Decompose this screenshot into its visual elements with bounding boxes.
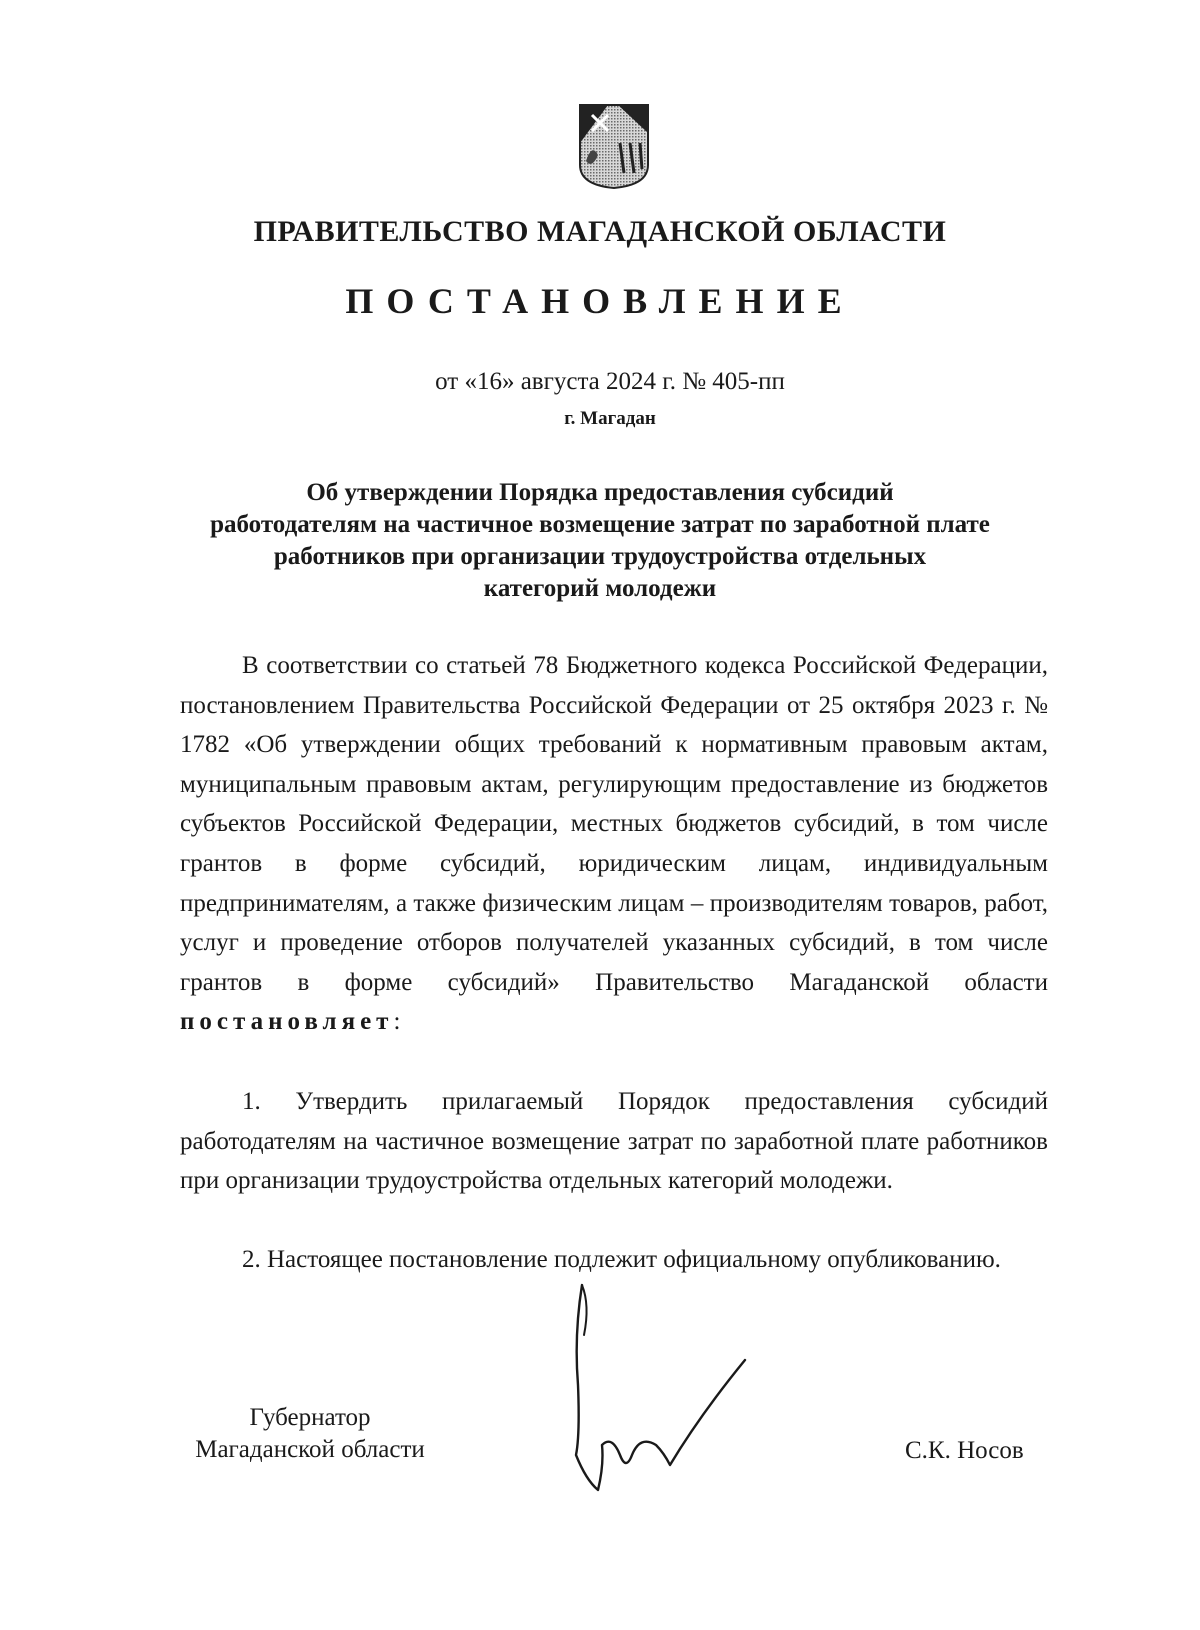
coat-of-arms-icon [578, 103, 650, 189]
item-2-paragraph: 2. Настоящее постановление подлежит официальному опубликованию. [242, 1246, 1001, 1273]
resolves-word: постановляет [180, 1008, 394, 1036]
document-subject [160, 477, 1040, 605]
document-type-title: ПОСТАНОВЛЕНИЕ [345, 281, 855, 321]
subject-line: Об утверждении Порядка предоставления субсидий [306, 479, 894, 506]
signer-position-line: Магаданской области [195, 1436, 425, 1463]
subject-line: работодателям на частичное возмещение затрат по заработной плате [210, 511, 990, 538]
document-date-number: от «16» августа 2024 г. № 405-пп [435, 368, 785, 395]
document-city: г. Магадан [564, 408, 656, 429]
signer-position-line: Губернатор [249, 1404, 371, 1431]
subject-line: работников при организации трудоустройства отдельных [273, 543, 927, 570]
resolves-colon: : [393, 1008, 401, 1036]
subject-line: категорий молодежи [483, 575, 717, 602]
signer-name: С.К. Носов [905, 1437, 1024, 1464]
handwritten-signature-icon [560, 1275, 760, 1505]
organization-title: ПРАВИТЕЛЬСТВО МАГАДАНСКОЙ ОБЛАСТИ [253, 215, 947, 248]
preamble-text: В соответствии со статьей 78 Бюджетного кодекса Российской Федерации, постановлением Правительства Российской Федерации от 25 октября 2023 г. № 1782 «Об утверждении общих требований к нормативным правовым актам, муниципальным правовым актам, регулирующим предоставление из бюджетов субъектов Российской Федерации, местных бюджетов субсидий, в том числе грантов в форме субсидий, юридическим лицам, индивидуальным предпринимателям, а также физическим лицам – производителям товаров, работ, услуг и проведение отборов получателей указанных субсидий, в том числе грантов в форме субсидий» Правительство Магаданской области [180, 652, 1048, 996]
signer-position [185, 1402, 435, 1466]
preamble-paragraph [180, 646, 1048, 1042]
item-1-paragraph: 1. Утвердить прилагаемый Порядок предоставления субсидий работодателям на частичное возмещение затрат по заработной плате работников при организации трудоустройства отдельных категорий молодежи. [180, 1088, 1048, 1195]
